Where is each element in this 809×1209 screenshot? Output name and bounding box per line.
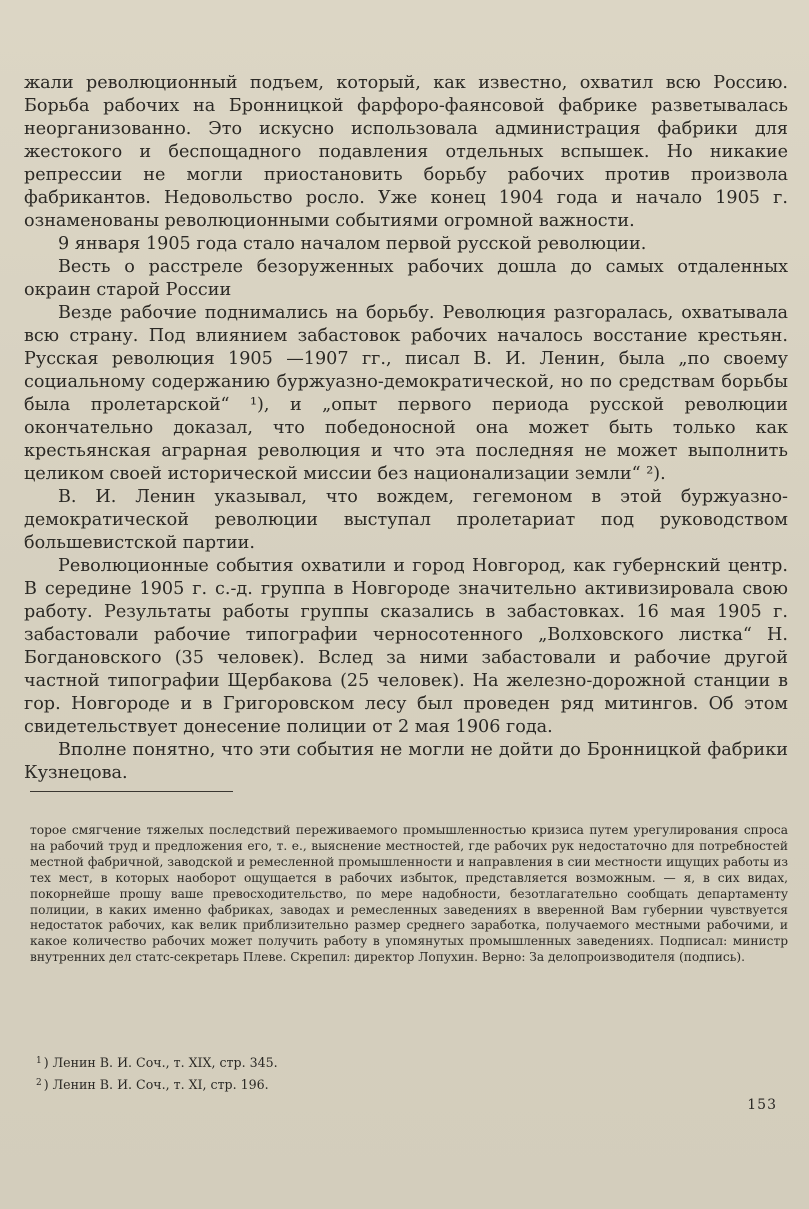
paragraph-1: жали революционный подъем, который, как известно, охватил всю Россию. Борьба рабочих на Бронницкой фарфоро-фаянсовой фабрике разветывалась неорганизованно. Это искусно использовала администрация фабрики для жестокого и беспощадного подавления отдельных вспышек. Но никакие репрессии не могли приостановить борьбу рабочих против произвола фабрикантов. Недовольство росло. Уже конец 1904 года и начало 1905 г. ознаменованы революционными событиями огромной важности. — [24, 73, 788, 231]
paragraph-4: Везде рабочие поднимались на борьбу. Революция разгоралась, охватывала всю страну. Под влиянием забастовок рабочих началось восстание крестьян. Русская революция 1905 —1907 гг., писал В. И. Ленин, была „по своему социальному содержанию буржуазно-демократической, но по средствам борьбы была пролетарской“ ¹), и „опыт первого периода русской революции окончательно доказал, что победоносной она может быть только как крестьянская аграрная революция и что эта последняя не может выполнить целиком своей исторической миссии без национализации земли“ ²). — [24, 303, 788, 484]
reference-mark: 2 — [36, 1078, 42, 1088]
reference-mark: 1 — [36, 1056, 42, 1066]
paragraph-3: Весть о расстреле безоруженных рабочих дошла до самых отдаленных окраин старой России — [24, 257, 788, 300]
paragraph-5: В. И. Ленин указывал, что вождем, гегемоном в этой буржуазно-демократической революции выступал пролетариат под руководством большевистской партии. — [24, 487, 788, 553]
references — [30, 1051, 530, 1095]
reference-text: Ленин В. И. Соч., т. XI, стр. 196. — [52, 1077, 269, 1092]
reference-1: $^1$ ) Ленин В. И. Соч., т. XIX, стр. 345. — [36, 1055, 278, 1070]
reference-2: $^2$ ) Ленин В. И. Соч., т. XI, стр. 196. — [36, 1077, 269, 1092]
footnote-block — [30, 823, 788, 966]
main-text — [24, 72, 788, 785]
paragraph-7: Вполне понятно, что эти события не могли не дойти до Бронницкой фабрики Кузнецова. — [24, 740, 788, 783]
paragraph-6: Революционные события охватили и город Новгород, как губернский центр. В середине 1905 г. с.-д. группа в Новгороде значительно активизировала свою работу. Результаты работы группы сказались в забастовках. 16 мая 1905 г. забастовали рабочие типографии черносотенного „Волховского листка“ Н. Богдановского (35 человек). Вслед за ними забастовали и рабочие другой частной типографии Щербакова (25 человек). На железно-дорожной станции в гор. Новгороде и в Григоровском лесу был проведен ряд митингов. Об этом свидетельствует донесение полиции от 2 мая 1906 года. — [24, 556, 788, 737]
footnote-paragraph: торое смягчение тяжелых последствий переживаемого промышленностью кризиса путем урегулирования спроса на рабочий труд и предложения его, т. е., выяснение местностей, где рабочих рук недостаточно для потребностей местной фабричной, заводской и ремесленной промышленности и направления в сии местности ищущих работы из тех мест, в которых наоборот ощущается в рабочих избыток, представляется возможным. — я, в сих видах, покорнейше прошу ваше превосходительство, по мере надобности, безотлагательно сообщать департаменту полиции, в каких именно фабриках, заводах и ремесленных заведениях в вверенной Вам губернии чувствуется недостаток рабочих, как велик приблизительно размер среднего заработка, получаемого местными рабочими, и какое количество рабочих может получить работу в упомянутых промышленных заведениях. Подписал: министр внутренних дел статс-секретарь Плеве. Скрепил: директор Лопухин. Верно: За делопроизводителя (подпись). — [30, 823, 788, 965]
page-number: 153 — [747, 1097, 777, 1113]
paragraph-2: 9 января 1905 года стало началом первой русской революции. — [58, 234, 647, 254]
footnote-divider — [30, 791, 233, 792]
reference-text: Ленин В. И. Соч., т. XIX, стр. 345. — [52, 1055, 278, 1070]
